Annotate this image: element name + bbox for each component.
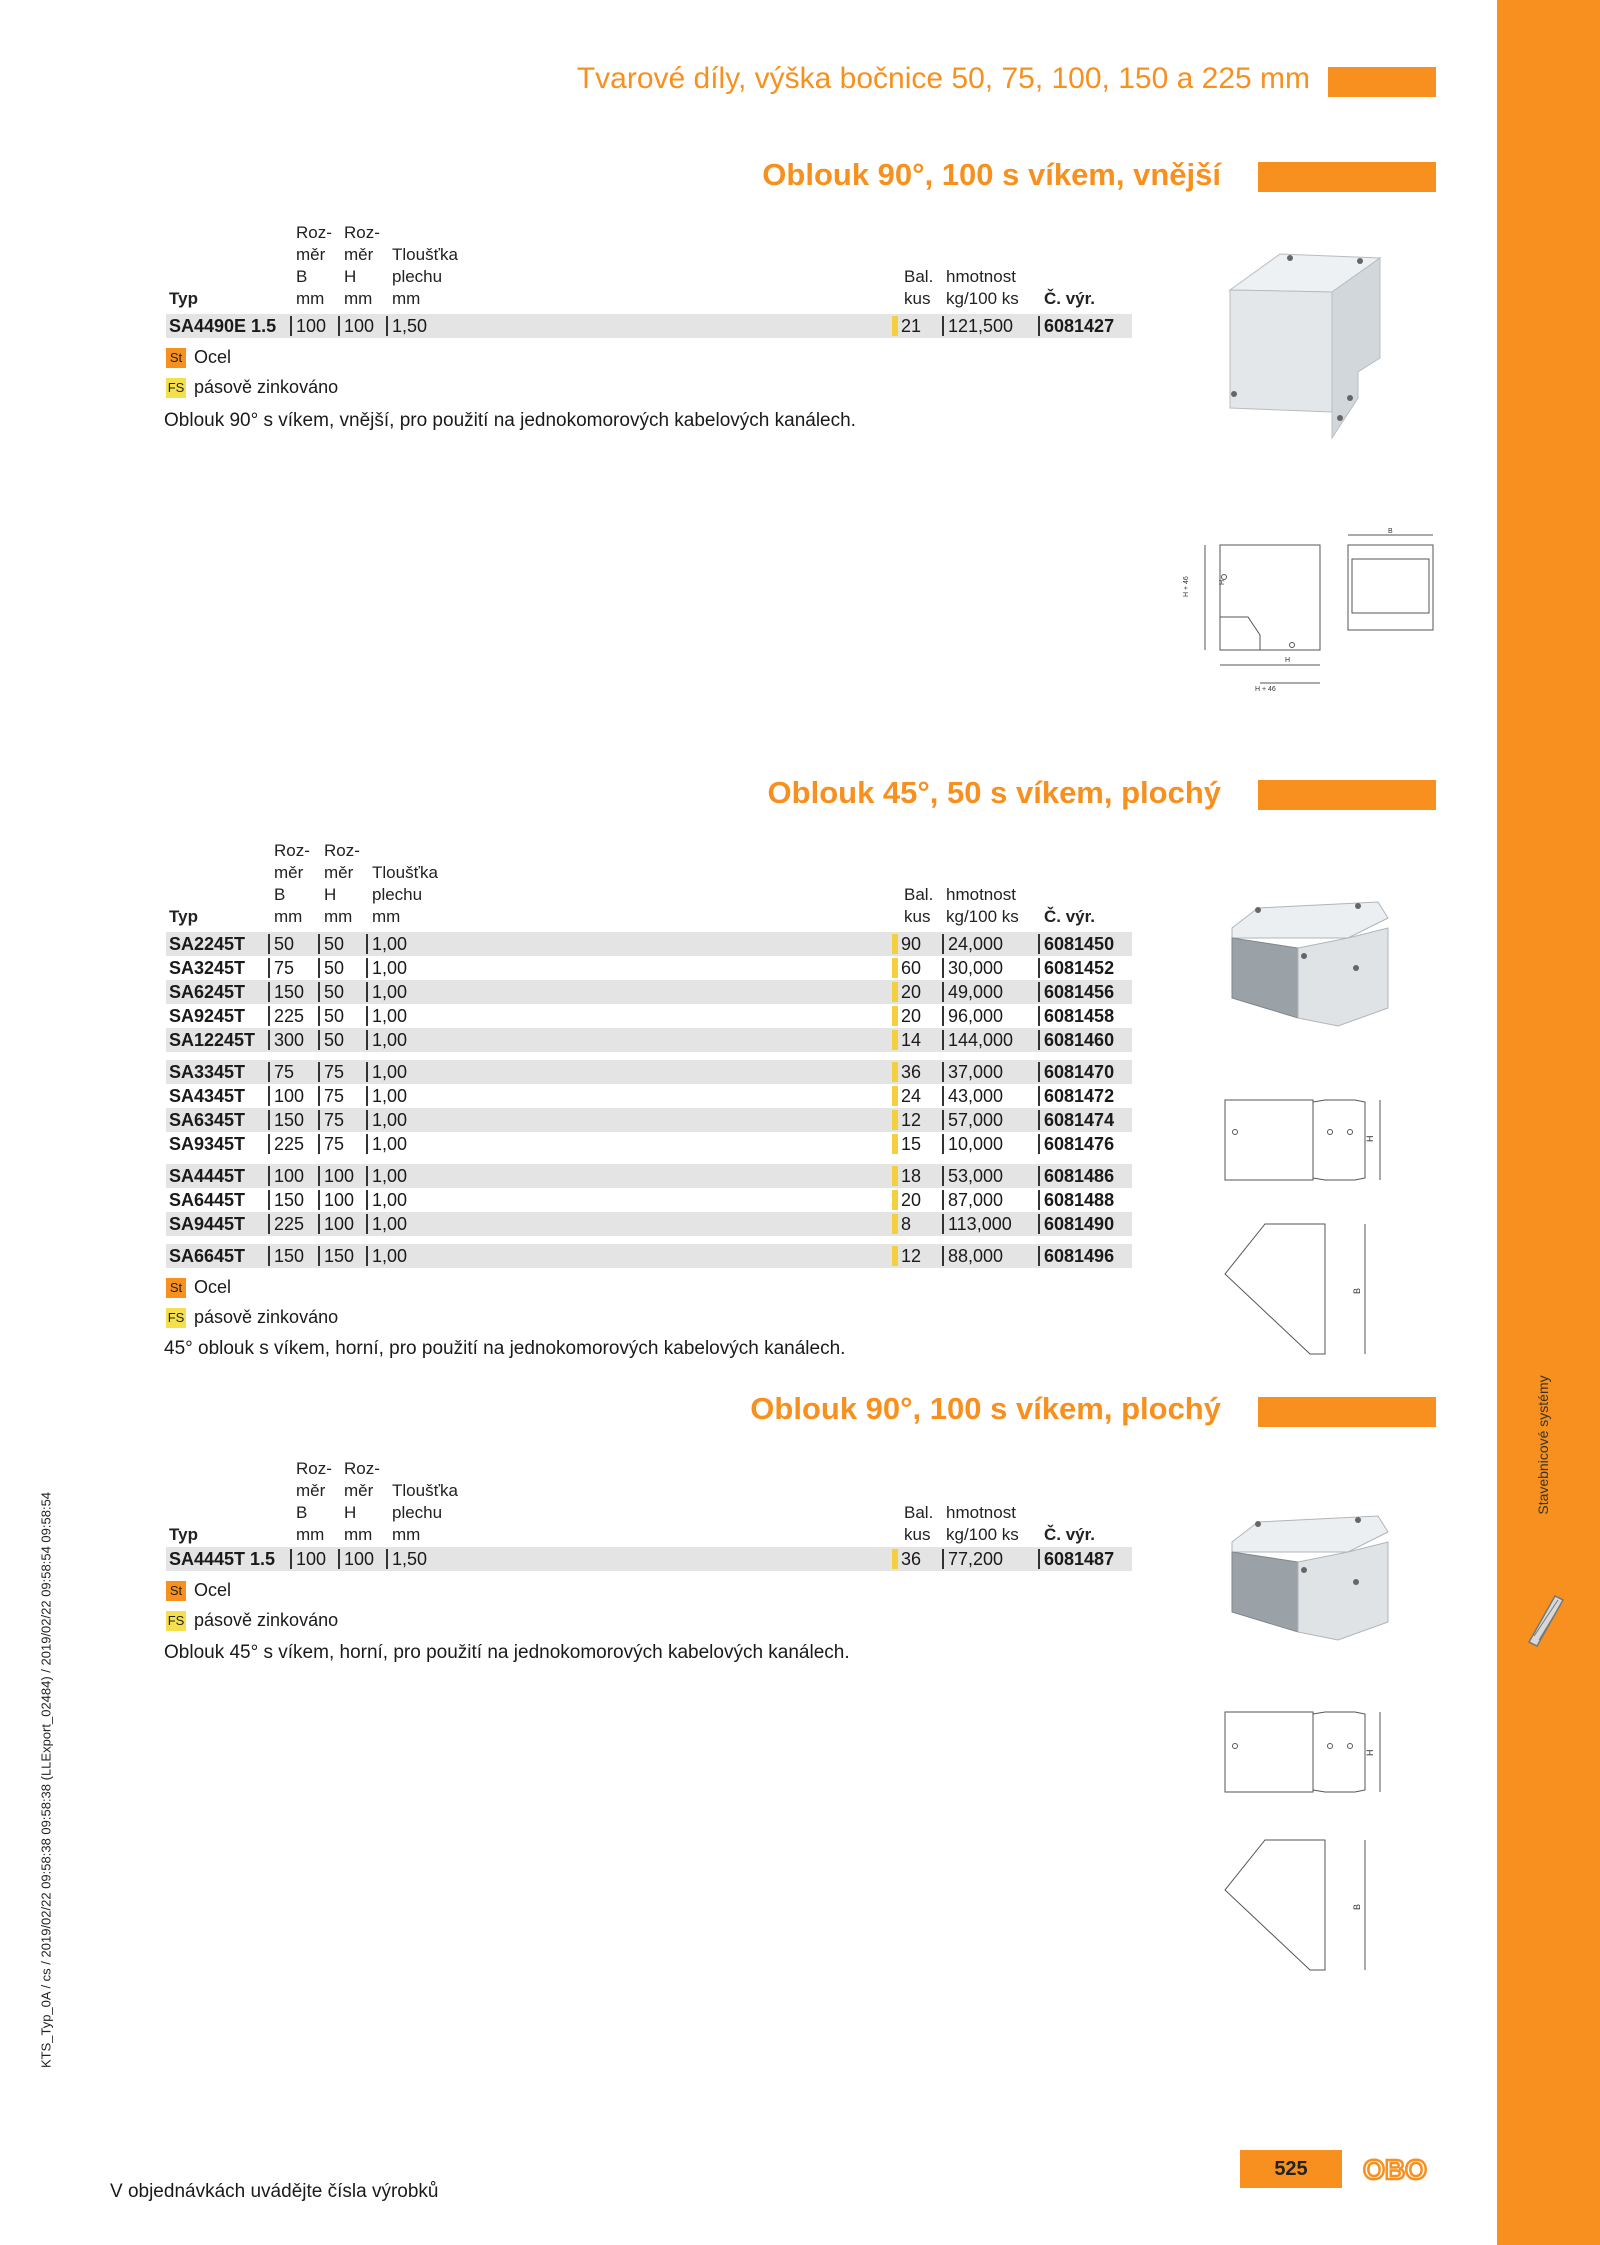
product-table (166, 314, 1132, 338)
svg-text:B: B (1388, 528, 1393, 535)
obo-logo (1355, 2152, 1435, 2186)
table-row: SA4345T 100 75 1,00 24 43,000 6081472 (169, 1086, 1115, 1106)
page-number: 525 (1240, 2150, 1342, 2188)
svg-text:B: B (1352, 1903, 1362, 1910)
section-title: Oblouk 90°, 100 s víkem, vnější (762, 157, 1221, 192)
footer-note: V objednávkách uvádějte čísla výrobků (110, 2181, 439, 2202)
system-logo-icon (1525, 1590, 1565, 1650)
section-description: Oblouk 90° s víkem, vnější, pro použití na jednokomorových kabelových kanálech. (164, 410, 856, 431)
table-row: SA6645T 150 150 1,00 12 88,000 6081496 (166, 1244, 1132, 1268)
table-row: SA6345T 150 75 1,00 12 57,000 6081474 (166, 1108, 1132, 1132)
table-row: SA12245T 300 50 1,00 14 144,000 6081460 (166, 1028, 1132, 1052)
svg-text:H: H (1365, 1749, 1375, 1756)
section-title: Oblouk 45°, 50 s víkem, plochý (767, 775, 1221, 810)
product-table (166, 1547, 1132, 1571)
material-finish: FS pásově zinkováno (167, 1307, 339, 1327)
table-row: SA9445T 225 100 1,00 8 113,000 6081490 (166, 1212, 1132, 1236)
table-header: Roz- měr B mm Roz- měr H mm Tloušťka plechu mm Typ Bal. kus hmotnost kg/100 ks Č. výr. (169, 1459, 1096, 1544)
title-tab (1328, 67, 1436, 97)
svg-text:H + 46: H + 46 (1183, 576, 1190, 597)
table-row: SA3245T 75 50 1,00 60 30,000 6081452 (169, 958, 1115, 978)
section-bar (1258, 162, 1436, 192)
table-row: SA4445T 100 100 1,00 18 53,000 6081486 (166, 1164, 1132, 1188)
table-row: SA4445T 1.5 100 100 1,50 36 77,200 6081487 (166, 1547, 1132, 1571)
product-photo-90-flat (1228, 1512, 1390, 1642)
section-bar (1258, 1397, 1436, 1427)
section-description: 45° oblouk s víkem, horní, pro použití na jednokomorových kabelových kanálech. (164, 1338, 846, 1359)
material-steel: St Ocel (166, 1580, 231, 1601)
svg-text:H: H (1365, 1135, 1375, 1142)
section-title: Oblouk 90°, 100 s víkem, plochý (750, 1391, 1221, 1426)
technical-drawing-90-flat-side (1215, 1710, 1390, 1800)
table-row: SA9245T 225 50 1,00 20 96,000 6081458 (169, 1006, 1115, 1026)
section-bar (1258, 780, 1436, 810)
table-header: Roz- měr B mm Roz- měr H mm Tloušťka plechu mm Typ Bal. kus hmotnost kg/100 ks Č. výr. (169, 841, 1096, 926)
technical-drawing-90-outer (1160, 525, 1440, 700)
product-table (166, 932, 1132, 1268)
orange-sidebar (1497, 0, 1600, 2245)
svg-text:H: H (1219, 579, 1226, 585)
table-row: SA4490E 1.5 100 100 1,50 21 121,500 6081427 (166, 314, 1132, 338)
technical-drawing-45-top (1215, 1222, 1390, 1362)
table-header: Roz- měr B mm Roz- měr H mm Tloušťka plechu mm Typ Bal. kus hmotnost kg/100 ks Č. výr. (169, 223, 1096, 308)
svg-text:H: H (1285, 657, 1291, 664)
material-steel: St Ocel (166, 347, 231, 368)
material-steel: St Ocel (166, 1277, 231, 1298)
table-row: SA2245T 50 50 1,00 90 24,000 6081450 (166, 932, 1132, 956)
svg-text:B: B (1352, 1287, 1362, 1294)
product-photo-90-outer (1220, 248, 1390, 440)
page-title: Tvarové díly, výška bočnice 50, 75, 100, 150 a 225 mm (576, 62, 1310, 95)
print-meta: KTS_Typ_0A / cs / 2019/02/22 09:58:38 09:58:38 (LLExport_02484) / 2019/02/22 09:58:54 09:58:54 (38, 1491, 54, 2069)
technical-drawing-45-side (1215, 1092, 1390, 1182)
table-row: SA9345T 225 75 1,00 15 10,000 6081476 (169, 1134, 1115, 1154)
svg-text:H + 46: H + 46 (1255, 686, 1276, 693)
table-row: SA6445T 150 100 1,00 20 87,000 6081488 (169, 1190, 1115, 1210)
material-finish: FS pásově zinkováno (167, 1610, 339, 1630)
table-row: SA3345T 75 75 1,00 36 37,000 6081470 (166, 1060, 1132, 1084)
sidebar-label: Stavebnicové systémy (1535, 1375, 1551, 1515)
technical-drawing-90-flat-top (1215, 1838, 1390, 1978)
section-description: Oblouk 45° s víkem, horní, pro použití na jednokomorových kabelových kanálech. (164, 1642, 850, 1663)
svg-text:OBO: OBO (1363, 2154, 1427, 2185)
material-finish: FS pásově zinkováno (167, 377, 339, 397)
table-row: SA6245T 150 50 1,00 20 49,000 6081456 (166, 980, 1132, 1004)
product-photo-45-flat (1228, 898, 1390, 1028)
